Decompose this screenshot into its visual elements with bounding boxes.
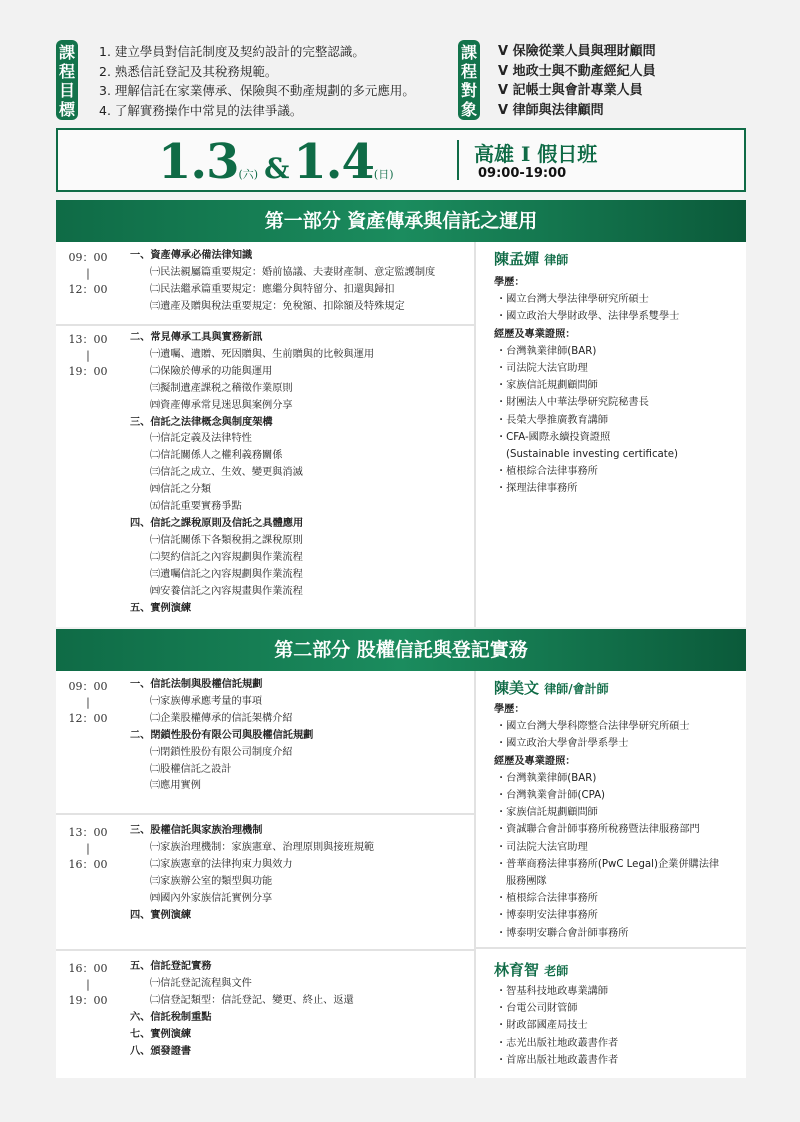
exp-item: ・家族信託規劃顧問師 bbox=[496, 380, 598, 392]
syllabus-item: ㈢擬制遺產課税之稽徵作業原則 bbox=[150, 382, 293, 394]
section-heading: 二、常見傳承工具與實務新訊 bbox=[130, 332, 263, 343]
syllabus-item: ㈠閉鎖性股份有限公司制度介紹 bbox=[150, 746, 293, 758]
syllabus-item: ㈠信託關係下各類稅捐之課稅原則 bbox=[150, 534, 303, 546]
exp-item: ・司法院大法官助理 bbox=[496, 841, 588, 853]
syllabus-item: ㈡家族憲章的法律拘束力與效力 bbox=[150, 858, 293, 870]
section-heading: 五、信託登記實務 bbox=[130, 961, 212, 972]
row-separator bbox=[56, 813, 474, 815]
syllabus-item: ㈢家族辦公室的類型與功能 bbox=[150, 875, 273, 887]
syllabus-item: ㈤信託重要實務爭點 bbox=[150, 501, 242, 513]
exp-item: ・台電公司財管師 bbox=[496, 1003, 578, 1015]
syllabus-item: ㈢遺囑信託之內容規劃與作業流程 bbox=[150, 568, 303, 580]
teacher-profile: 學歷： ・國立台灣大學科際整合法律學研究所碩士 ・國立政治大學會計學系學士 經歷及專業證照： ・台灣執業律師(BAR) ・台灣執業會計師(CPA) ・家族信託規劃顧問師 ・資誠聯合會計師事務所稅務暨法律服務部門 ・司法院大法官助理 ・普華商務法律事務所(PwC Legal)企業併購法律 服務團隊 ・植根綜合法律事務所 ・博泰明安法律事務所 ・博泰明安聯合會計師事務所 bbox=[494, 701, 719, 942]
teacher-profile: 學歷： ・國立台灣大學法律學研究所碩士 ・國立政治大學財政學、法律學系雙學士 經歷及專業證照： ・台灣執業律師(BAR) ・司法院大法官助理 ・家族信託規劃顧問師 ・財團法人中華法學研究院秘書長 ・長榮大學推廣教育講師 ・CFA-國際永續投資證照 (Sustainable investing certificate) ・植根綜合法律事務所 ・探理法律事務所 bbox=[494, 274, 679, 498]
syllabus-item: ㈠民法親屬篇重要規定：婚前協議、夫妻財產制、意定監護制度 bbox=[150, 266, 436, 278]
goal-item: 4. 了解實務操作中常見的法律爭議。 bbox=[99, 102, 303, 118]
exp-item: ・博泰明安法律事務所 bbox=[496, 910, 598, 922]
edu-item: ・國立政治大學會計學系學士 bbox=[496, 738, 629, 750]
edu-item: ・國立政治大學財政學、法律學系雙學士 bbox=[496, 311, 680, 323]
row-separator bbox=[56, 324, 474, 326]
syllabus-item: ㈡保險於傳承的功能與運用 bbox=[150, 365, 273, 377]
time-range: 16：00 | 19：00 bbox=[68, 962, 108, 1007]
date-divider bbox=[457, 140, 459, 180]
exp-item: ・家族信託規劃顧問師 bbox=[496, 807, 598, 819]
goals-tag: 課 程 目 標 bbox=[56, 40, 78, 120]
teacher-panel bbox=[476, 242, 746, 627]
teacher-name: 陳孟嬋 律師 bbox=[494, 250, 569, 268]
section-heading: 六、信託稅制重點 bbox=[130, 1011, 212, 1023]
row-separator bbox=[56, 949, 474, 951]
section-heading: 一、資產傳承必備法律知識 bbox=[130, 250, 253, 261]
venue-title: 高雄 I 假日班 bbox=[474, 142, 598, 166]
exp-item: ・長榮大學推廣教育講師 bbox=[496, 414, 609, 426]
exp-item: ・司法院大法官助理 bbox=[496, 363, 588, 375]
syllabus-item: ㈡企業股權傳承的信託架構介紹 bbox=[150, 712, 293, 724]
exp-item: ・首席出版社地政叢書作者 bbox=[496, 1054, 619, 1066]
part2-header: 第二部分 股權信託與登記實務 bbox=[56, 629, 746, 671]
exp-item: ・普華商務法律事務所(PwC Legal)企業併購法律 bbox=[496, 858, 720, 870]
section-heading: 八、頒發證書 bbox=[130, 1045, 192, 1057]
exp-item: ・台灣執業律師(BAR) bbox=[496, 772, 597, 784]
syllabus-item: ㈣資產傳承常見迷思與案例分享 bbox=[150, 399, 293, 411]
exp-item: ・台灣執業會計師(CPA) bbox=[496, 790, 606, 802]
section-heading: 三、信託之法律概念與制度架構 bbox=[130, 416, 273, 428]
time-range: 13：00 | 16：00 bbox=[68, 826, 108, 871]
date-box bbox=[56, 128, 746, 192]
section-heading: 一、信託法制與股權信託規劃 bbox=[130, 679, 263, 690]
syllabus-block bbox=[130, 677, 313, 795]
syllabus-block bbox=[130, 330, 374, 617]
edu-item: ・國立台灣大學科際整合法律學研究所碩士 bbox=[496, 721, 690, 733]
teacher-name: 陳美文 律師/會計師 bbox=[494, 679, 609, 697]
part1-row bbox=[56, 242, 746, 627]
syllabus-item: ㈢信託之成立、生效、變更與消滅 bbox=[150, 467, 303, 479]
exp-list bbox=[494, 343, 679, 498]
exp-item: ・財政部國產局技士 bbox=[496, 1020, 588, 1032]
syllabus-item: ㈡股權信託之設計 bbox=[150, 763, 232, 775]
goals-list bbox=[99, 42, 415, 120]
syllabus-item: ㈣安養信託之內容規畫與作業流程 bbox=[150, 585, 303, 597]
syllabus-item: ㈣信託之分類 bbox=[150, 484, 212, 496]
exp-item: ・智基科技地政專業講師 bbox=[496, 986, 609, 997]
syllabus-item: ㈠家族傳承應考量的事項 bbox=[150, 695, 263, 707]
exp-item: ・CFA-國際永續投資證照 bbox=[496, 431, 611, 443]
goal-item: 3. 理解信託在家業傳承、保險與不動產規劃的多元應用。 bbox=[99, 83, 415, 98]
syllabus-block bbox=[130, 823, 374, 924]
exp-item: ・財團法人中華法學研究院秘書長 bbox=[496, 397, 649, 409]
exp-item: ・資誠聯合會計師事務所稅務暨法律服務部門 bbox=[496, 824, 700, 836]
exp-list bbox=[494, 770, 719, 942]
exp-item: (Sustainable investing certificate) bbox=[506, 449, 679, 461]
exp-list bbox=[494, 983, 618, 1069]
syllabus-item: ㈠遺囑、遺贈、死因贈與、生前贈與的比較與運用 bbox=[150, 348, 375, 360]
target-item: V 地政士與不動產經紀人員 bbox=[498, 63, 656, 79]
target-item: V 記帳士與會計專業人員 bbox=[498, 83, 643, 98]
edu-list bbox=[494, 291, 679, 325]
syllabus-item: ㈠信託登記流程與文件 bbox=[150, 977, 252, 989]
exp-item: ・植根綜合法律事務所 bbox=[496, 466, 598, 478]
part1-header: 第一部分 資產傳承與信託之運用 bbox=[56, 200, 746, 242]
target-item: V 律師與法律顧問 bbox=[498, 102, 604, 118]
teacher-profile bbox=[494, 983, 618, 1069]
course-dates: 1.3(六) &1.4(日) bbox=[158, 134, 394, 190]
section-heading: 二、閉鎖性股份有限公司與股權信託規劃 bbox=[130, 729, 314, 741]
section-heading: 四、實例演練 bbox=[130, 909, 192, 921]
syllabus-item: ㈡信託關係人之權利義務關係 bbox=[150, 450, 283, 462]
syllabus-item: ㈢應用實例 bbox=[150, 780, 201, 792]
target-item: V 保險從業人員與理財顧問 bbox=[498, 44, 656, 59]
section-heading: 三、股權信託與家族治理機制 bbox=[130, 825, 263, 836]
syllabus-block bbox=[130, 248, 435, 316]
course-info bbox=[56, 40, 746, 120]
exp-item: ・志光出版社地政叢書作者 bbox=[496, 1037, 619, 1049]
part2-row bbox=[56, 671, 746, 1078]
targets-list bbox=[498, 42, 656, 120]
section-heading: 七、實例演練 bbox=[130, 1028, 192, 1040]
time-range: 09：00 | 12：00 bbox=[68, 251, 108, 296]
goal-item: 1. 建立學員對信託制度及契約設計的完整認識。 bbox=[99, 44, 365, 59]
teacher-separator bbox=[476, 947, 746, 949]
edu-list bbox=[494, 718, 719, 752]
time-range: 13：00 | 19：00 bbox=[68, 333, 108, 378]
exp-item: ・台灣執業律師(BAR) bbox=[496, 345, 597, 357]
teacher-name: 林育智 老師 bbox=[494, 961, 569, 979]
syllabus-item: ㈠家族治理機制：家族憲章、治理原則與接班規範 bbox=[150, 841, 375, 853]
class-time: 09:00-19:00 bbox=[478, 166, 567, 181]
targets-tag: 課 程 對 象 bbox=[458, 40, 480, 120]
teacher-panel bbox=[476, 671, 746, 1078]
syllabus-block bbox=[130, 959, 354, 1060]
syllabus-item: ㈡契約信託之內容規劃與作業流程 bbox=[150, 551, 303, 563]
exp-item: ・博泰明安聯合會計師事務所 bbox=[496, 927, 629, 939]
syllabus-item: ㈠信託定義及法律特性 bbox=[150, 433, 252, 445]
syllabus-item: ㈡信登記類型：信託登記、變更、終止、返還 bbox=[150, 994, 354, 1006]
syllabus-item: ㈡民法繼承篇重要規定：應繼分與特留分、扣還與歸扣 bbox=[150, 283, 395, 295]
syllabus-item: ㈣國內外家族信託實例分享 bbox=[150, 892, 273, 904]
section-heading: 五、實例演練 bbox=[130, 602, 192, 614]
goal-item: 2. 熟悉信託登記及其稅務規範。 bbox=[99, 63, 278, 79]
section-heading: 四、信託之課稅原則及信託之具體應用 bbox=[130, 517, 304, 529]
exp-item: ・探理法律事務所 bbox=[496, 483, 578, 495]
exp-item: 服務團隊 bbox=[506, 876, 547, 888]
exp-item: ・植根綜合法律事務所 bbox=[496, 893, 598, 905]
time-range: 09：00 | 12：00 bbox=[68, 680, 108, 725]
edu-item: ・國立台灣大學法律學研究所碩士 bbox=[496, 294, 649, 306]
syllabus-item: ㈢遺產及贈與稅法重要規定：免稅額、扣除額及特殊規定 bbox=[150, 300, 405, 312]
